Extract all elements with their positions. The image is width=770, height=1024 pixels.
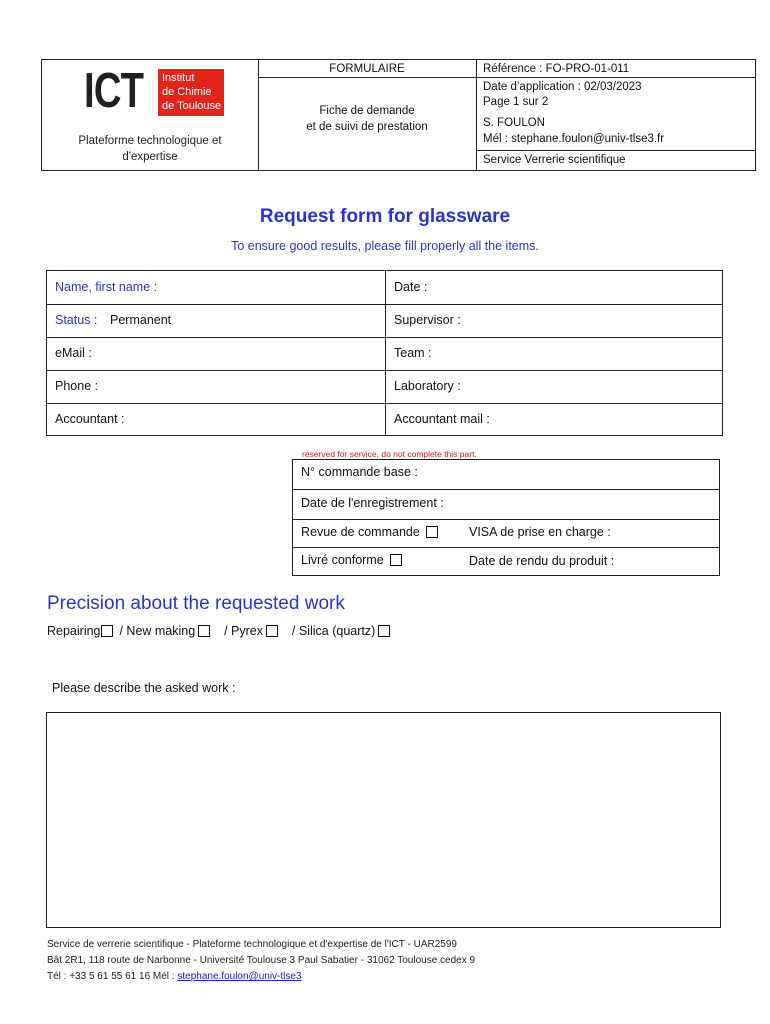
- reserved-note: reserved for service, do not complete this part.: [302, 449, 477, 459]
- work-description-box[interactable]: [46, 712, 721, 928]
- page-title: Request form for glassware: [259, 206, 511, 227]
- form-label: FORMULAIRE: [329, 63, 405, 75]
- new-making-label: / New making: [119, 624, 196, 638]
- table-row: [293, 547, 719, 576]
- delivered-label: Livré conforme: [301, 553, 384, 567]
- table-row: [47, 304, 722, 338]
- repairing-label: Repairing: [47, 624, 101, 638]
- delivered-checkbox[interactable]: [390, 554, 402, 566]
- requester-info-table: [46, 270, 723, 436]
- table-row: [293, 460, 719, 490]
- table-row: [47, 271, 722, 305]
- reference: Référence : FO-PRO-01-011: [483, 63, 630, 75]
- contact-name: S. FOULON: [483, 117, 545, 129]
- date-field[interactable]: Date :: [394, 280, 428, 294]
- describe-work-label: Please describe the asked work :: [52, 681, 236, 695]
- accountant-field[interactable]: Accountant :: [55, 412, 125, 426]
- ict-logo: [84, 64, 224, 118]
- silica-checkbox[interactable]: [378, 625, 390, 637]
- accountant-mail-field[interactable]: Accountant mail :: [394, 412, 490, 426]
- table-row: [47, 370, 722, 404]
- footer-line-2: Bât 2R1, 118 route de Narbonne - Université Toulouse 3 Paul Sabatier - 31062 Toulouse cedex 9: [47, 955, 476, 966]
- contact-mail: Mél : stephane.foulon@univ-tlse3.fr: [483, 133, 665, 145]
- logo-institute-block: [158, 69, 224, 116]
- page-number: Page 1 sur 2: [483, 96, 549, 108]
- document-header: [41, 59, 756, 171]
- platform-line-2: d'expertise: [122, 151, 178, 163]
- pyrex-checkbox[interactable]: [266, 625, 278, 637]
- form-desc-line-1: Fiche de demande: [319, 105, 415, 117]
- silica-label: / Silica (quartz): [291, 624, 376, 638]
- table-row: [47, 403, 722, 436]
- work-type-options: [47, 624, 390, 638]
- page-subtitle: To ensure good results, please fill properly all the items.: [231, 239, 539, 253]
- laboratory-field[interactable]: Laboratory :: [394, 379, 461, 393]
- platform-line-1: Plateforme technologique et: [78, 135, 222, 147]
- order-review-checkbox[interactable]: [426, 526, 438, 538]
- platform-label: [42, 133, 258, 165]
- form-desc-line-2: et de suivi de prestation: [306, 121, 428, 133]
- document-footer: [47, 937, 475, 985]
- order-number-field: N° commande base :: [301, 465, 418, 479]
- logo-ict-text: ICT: [84, 64, 144, 118]
- service-reserved-table: [292, 459, 720, 576]
- logo-line-3: de Toulouse: [162, 100, 222, 112]
- team-field[interactable]: Team :: [394, 346, 432, 360]
- email-field[interactable]: eMail :: [55, 346, 92, 360]
- precision-heading: Precision about the requested work: [47, 593, 345, 614]
- application-date: Date d’application : 02/03/2023: [483, 81, 642, 93]
- status-label: Status :: [55, 313, 98, 327]
- order-review-label: Revue de commande: [301, 525, 420, 539]
- table-row: [293, 519, 719, 548]
- table-row: [293, 489, 719, 520]
- table-row: [47, 337, 722, 371]
- visa-field: VISA de prise en charge :: [469, 525, 611, 539]
- footer-phone: Tél : +33 5 61 55 61 16 Mél :: [47, 971, 178, 982]
- delivered-item: [301, 553, 402, 567]
- logo-line-1: Institut: [162, 72, 195, 84]
- service-name: Service Verrerie scientifique: [483, 154, 626, 166]
- supervisor-field[interactable]: Supervisor :: [394, 313, 461, 327]
- registration-date-field: Date de l'enregistrement :: [301, 496, 444, 510]
- footer-email-link[interactable]: stephane.foulon@univ-tlse3: [177, 971, 302, 982]
- footer-line-1: Service de verrerie scientifique - Plateforme technologique et d'expertise de l'ICT - UAR2599: [47, 939, 457, 950]
- return-date-field: Date de rendu du produit :: [469, 554, 615, 568]
- status-value[interactable]: Permanent: [110, 313, 172, 327]
- form-description: [258, 103, 476, 135]
- pyrex-label: / Pyrex: [224, 624, 264, 638]
- new-making-checkbox[interactable]: [198, 625, 210, 637]
- logo-line-2: de Chimie: [162, 86, 212, 98]
- footer-line-3: [47, 969, 475, 985]
- phone-field[interactable]: Phone :: [55, 379, 99, 393]
- order-review-item: [301, 525, 438, 539]
- repairing-checkbox[interactable]: [101, 625, 113, 637]
- name-field[interactable]: Name, first name :: [55, 280, 158, 294]
